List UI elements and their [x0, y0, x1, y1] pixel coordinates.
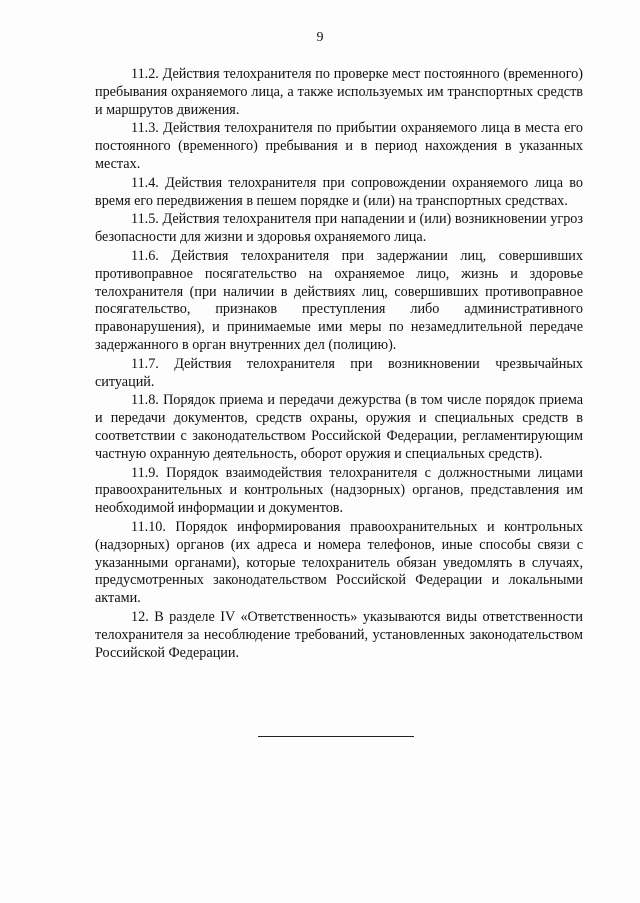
paragraph-11-8: 11.8. Порядок приема и передачи дежурства (в том числе порядок приема и передачи документов, средств охраны, оружия и специальных средств в соответствии с законодательством Российской Федерации, регламентирующим частную охранную деятельность, оборот оружия и специальных средств).	[95, 392, 583, 462]
page-number: 9	[316, 30, 324, 45]
paragraph-11-7: 11.7. Действия телохранителя при возникновении чрезвычайных ситуаций.	[95, 355, 583, 390]
paragraph-11-10: 11.10. Порядок информирования правоохранительных и контрольных (надзорных) органов (их адреса и номера телефонов, иные способы связи с указанными органами), которые телохранитель обязан уведомлять в случаях, предусмотренных законодательством Российской Федерации и локальными актами.	[95, 518, 583, 607]
paragraph-11-2: 11.2. Действия телохранителя по проверке мест постоянного (временного) пребывания охраняемого лица, а также используемых им транспортных средств и маршрутов движения.	[95, 66, 583, 118]
paragraph-11-3: 11.3. Действия телохранителя по прибытии охраняемого лица в места его постоянного (временного) пребывания и в период нахождения в указанных местах.	[95, 120, 583, 172]
paragraph-11-9: 11.9. Порядок взаимодействия телохранителя с должностными лицами правоохранительных и контрольных (надзорных) органов, представления им необходимой информации и документов.	[95, 464, 583, 517]
paragraph-11-6: 11.6. Действия телохранителя при задержании лиц, совершивших противоправное посягательство на охраняемое лицо, жизнь и здоровье телохранителя (при наличии в действиях лиц, совершивших противоправное посягательство, признаков преступления либо административного правонарушения), и принимаемые ими меры по незамедлительной передаче задержанного в орган внутренних дел (полицию).	[95, 247, 583, 353]
document-body	[95, 66, 583, 662]
paragraph-12: 12. В разделе IV «Ответственность» указываются виды ответственности телохранителя за несоблюдение требований, установленных законодательством Российской Федерации.	[95, 608, 583, 661]
closing-rule-line	[258, 736, 414, 737]
paragraph-11-4: 11.4. Действия телохранителя при сопровождении охраняемого лица во время его передвижения в пешем порядке и (или) на транспортных средствах.	[95, 174, 583, 209]
paragraph-11-5: 11.5. Действия телохранителя при нападении и (или) возникновении угроз безопасности для жизни и здоровья охраняемого лица.	[95, 211, 583, 246]
